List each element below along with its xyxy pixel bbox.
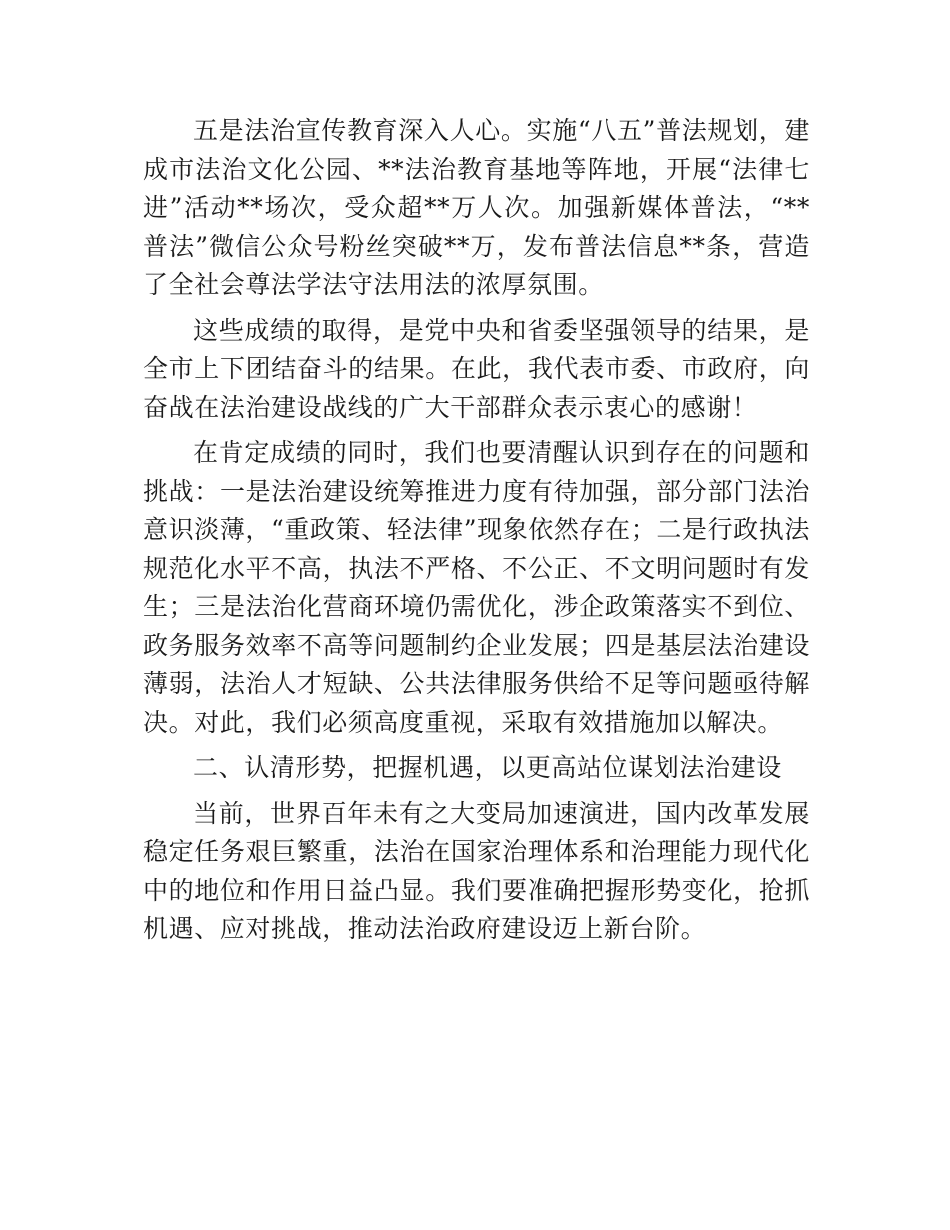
paragraph-current-situation: 当前，世界百年未有之大变局加速演进，国内改革发展稳定任务艰巨繁重，法治在国家治理体系和治理能力现代化中的地位和作用日益凸显。我们要准确把握形势变化，抢抓机遇、应对挑战，推动法治政府建设迈上新台阶。 bbox=[143, 798, 810, 943]
section-heading: 二、认清形势，把握机遇，以更高站位谋划法治建设 bbox=[193, 753, 782, 782]
paragraph-problems-challenges: 在肯定成绩的同时，我们也要清醒认识到存在的问题和挑战：一是法治建设统筹推进力度有待加强，部分部门法治意识淡薄，“重政策、轻法律”现象依然存在；二是行政执法规范化水平不高，执法不严格、不公正、不文明问题时有发生；三是法治化营商环境仍需优化，涉企政策落实不到位、政务服务效率不高等问题制约企业发展；四是基层法治建设薄弱，法治人才短缺、公共法律服务供给不足等问题亟待解决。对此，我们必须高度重视，采取有效措施加以解决。 bbox=[143, 438, 810, 737]
document-body bbox=[143, 112, 810, 956]
paragraph-publicity-education: 五是法治宣传教育深入人心。实施“八五”普法规划，建成市法治文化公园、**法治教育基地等阵地，开展“法律七进”活动**场次，受众超**万人次。加强新媒体普法，“**普法”微信公众号粉丝突破**万，发布普法信息**条，营造了全社会尊法学法守法用法的浓厚氛围。 bbox=[143, 116, 810, 299]
paragraph-acknowledgement: 这些成绩的取得，是党中央和省委坚强领导的结果，是全市上下团结奋斗的结果。在此，我代表市委、市政府，向奋战在法治建设战线的广大干部群众表示衷心的感谢！ bbox=[143, 315, 810, 422]
